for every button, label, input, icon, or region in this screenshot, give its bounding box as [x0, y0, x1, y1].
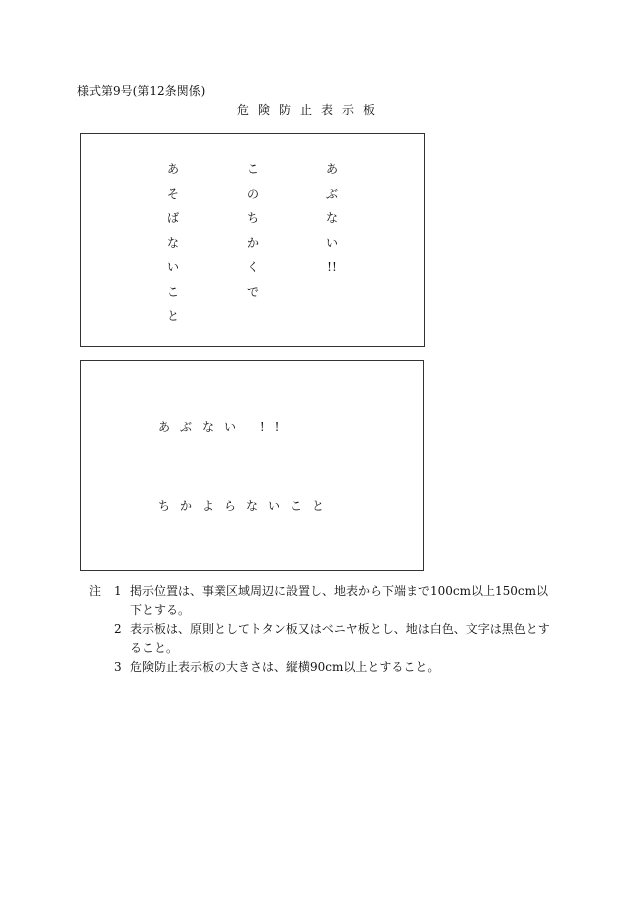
sign-char: こ — [166, 284, 179, 299]
sign-char: と — [166, 309, 179, 323]
note-text: 危険防止表示板の大きさは、縦横90cm以上とすること。 — [130, 660, 440, 674]
sign-line-keep-away: ちかよらないこと — [158, 499, 335, 513]
form-label: 様式第9号(第12条関係) — [77, 84, 206, 98]
note-text: 掲示位置は、事業区域周辺に設置し、地表から下端まで100cm以上150cm以下とする。 — [130, 584, 549, 617]
vertical-sign-panel — [80, 133, 425, 347]
note-number: 3 — [114, 660, 122, 674]
sign-char: で — [246, 284, 259, 299]
sign-char: ぶ — [325, 186, 338, 201]
sign-char: か — [246, 235, 259, 250]
sign-char: く — [246, 260, 259, 274]
note-number: 1 — [114, 584, 122, 598]
sign-char: そ — [166, 186, 179, 201]
note-text: 表示板は、原則としてトタン板又はベニヤ板とし、地は白色、文字は黒色とすること。 — [130, 622, 550, 655]
page-title: 危険防止表示板 — [237, 103, 385, 117]
sign-column-1 — [166, 162, 180, 334]
sign-char: の — [246, 186, 259, 201]
note-item — [114, 582, 559, 620]
sign-column-2 — [246, 162, 260, 309]
notes-heading: 注 — [89, 584, 102, 598]
sign-char: ば — [166, 211, 179, 225]
sign-char: ち — [246, 211, 259, 225]
sign-char: こ — [246, 162, 259, 176]
note-item — [114, 620, 559, 658]
note-number: 2 — [114, 622, 122, 636]
horizontal-sign-panel — [80, 360, 424, 571]
sign-char: い — [325, 235, 338, 250]
sign-char: な — [325, 211, 338, 225]
sign-char: あ — [166, 162, 179, 176]
note-item — [114, 658, 559, 677]
sign-char: あ — [325, 162, 338, 176]
sign-line-warning: あぶない !! — [158, 420, 290, 434]
sign-column-3 — [325, 162, 339, 285]
sign-char: い — [166, 260, 179, 274]
sign-char: な — [166, 235, 179, 250]
sign-char: !! — [327, 260, 337, 274]
